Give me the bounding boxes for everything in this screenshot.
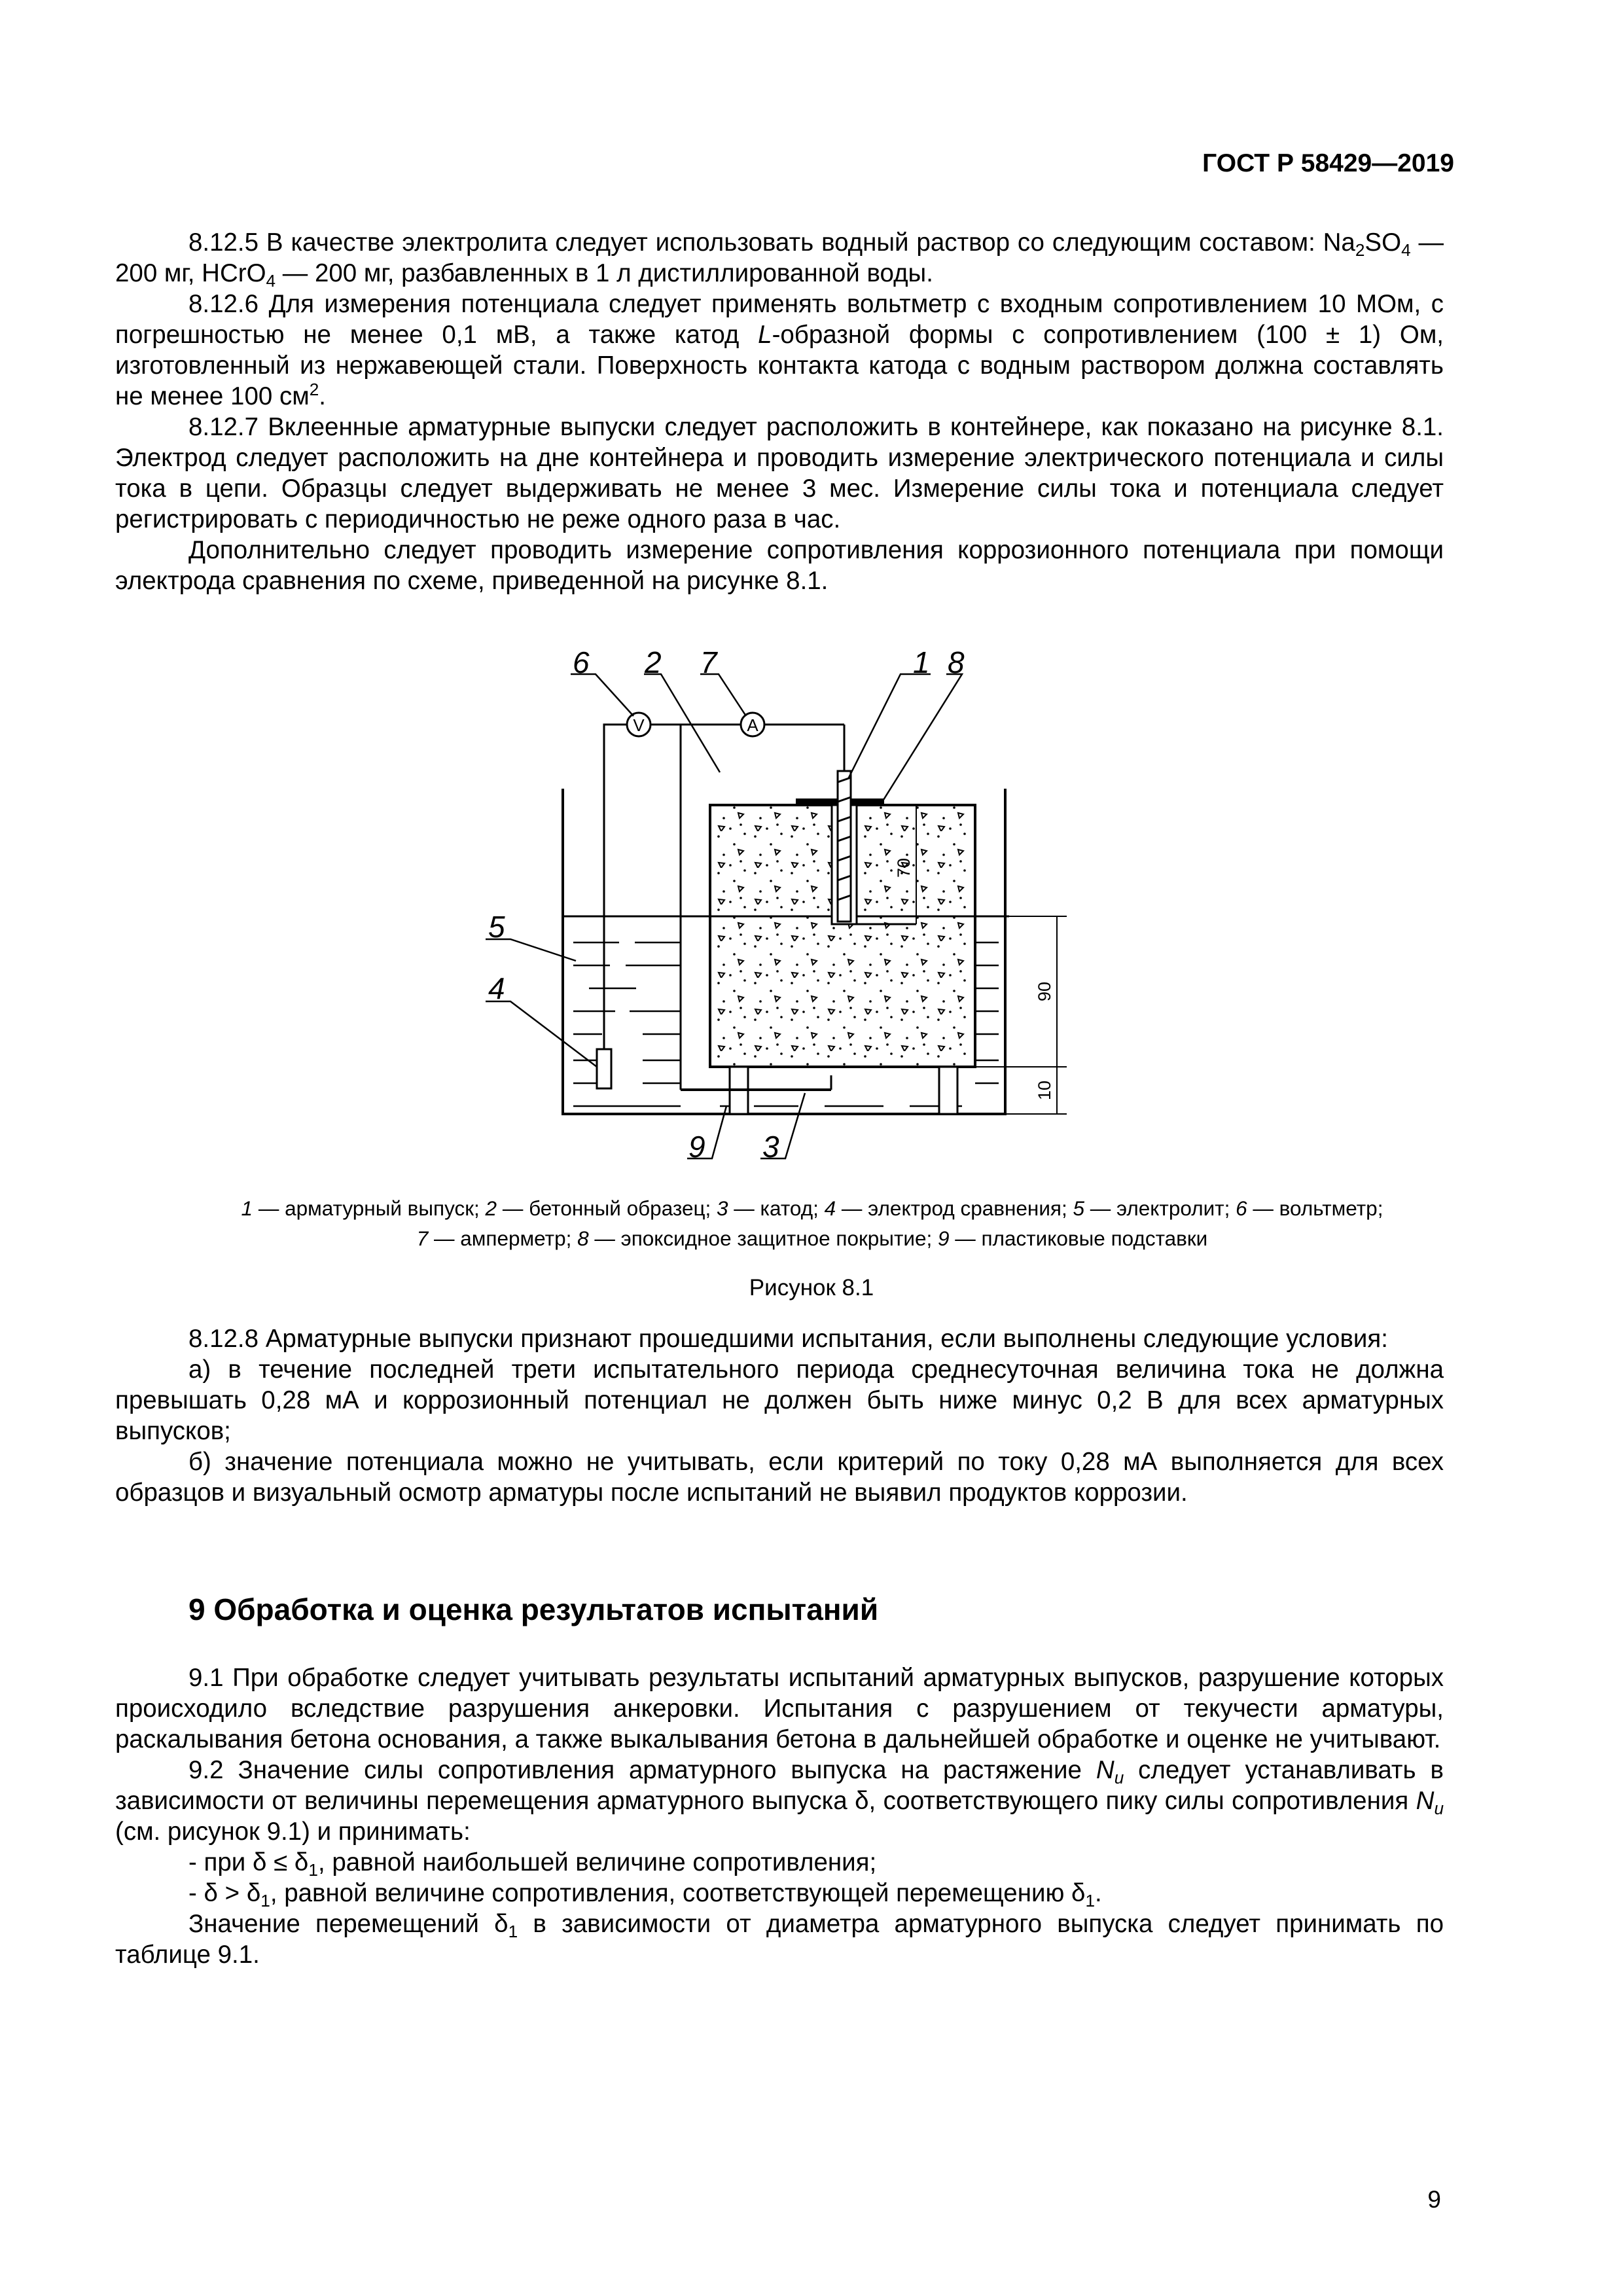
dim-10: 10 — [1035, 1080, 1054, 1101]
label-5: 5 — [488, 910, 505, 944]
text-block-top — [115, 227, 1444, 596]
label-3: 3 — [762, 1130, 779, 1164]
dim-70: 70 — [894, 857, 914, 878]
paragraph-additional: Дополнительно следует проводить измерение сопротивления коррозионного потенциала при помощи электрода сравнения по схеме, приведенной на рисунке 8.1. — [115, 536, 1444, 595]
bullet-1: - при $\delta \le \delta_1$, равной наибольшей величине сопротивления; — [188, 1848, 877, 1880]
paragraph-8-12-8: 8.12.8 Арматурные выпуски признают прошедшими испытания, если выполнены следующие условия: — [188, 1325, 1388, 1353]
paragraph-8-12-6: 8.12.6 Для измерения потенциала следует применять вольтметр с входным сопротивлением 10 МОм, с погрешностью не менее 0,1 мВ, а также катод L-образной формы с сопротивлением (100 ± 1) Ом, изготовленный из нержавеющей стали. Поверхность контакта катода с водным раствором должна составлять не менее 100 $см^2$. — [115, 290, 1444, 410]
text-block-middle — [115, 1323, 1444, 1508]
label-9: 9 — [688, 1130, 705, 1164]
label-4: 4 — [488, 971, 505, 1005]
figure-8-1-diagram — [458, 648, 1073, 1172]
ammeter-symbol: A — [747, 715, 758, 735]
paragraph-8-12-8-a: а) в течение последней трети испытательного периода среднесуточная величина тока не должна превышать 0,28 мА и коррозионный потенциал не должен быть ниже минус 0,2 В для всех арматурных выпусков; — [115, 1355, 1444, 1445]
paragraph-8-12-7: 8.12.7 Вклеенные арматурные выпуски следует расположить в контейнере, как показано на рисунке 8.1. Электрод следует расположить на дне контейнера и проводить измерение электрического потенциала и силы тока в цепи. Образцы следует выдерживать не менее 3 мес. Измерение силы тока и потенциала следует регистрировать с периодичностью не реже одного раза в час. — [115, 413, 1444, 533]
reference-electrode — [597, 1049, 611, 1088]
figure-legend-line-1: 1 — арматурный выпуск; 2 — бетонный образец; 3 — катод; 4 — электрод сравнения; 5 — электролит; 6 — вольтметр; — [241, 1196, 1383, 1220]
paragraph-9-2-table-ref: Значение перемещений $\delta_1$ в зависимости от диаметра арматурного выпуска следует принимать по таблице 9.1. — [115, 1910, 1444, 1969]
document-header: ГОСТ Р 58429—2019 — [1202, 149, 1454, 177]
dim-90: 90 — [1035, 981, 1054, 1002]
label-8: 8 — [948, 648, 965, 679]
label-7: 7 — [700, 648, 717, 679]
paragraph-8-12-8-b: б) значение потенциала можно не учитывать, если критерий по току 0,28 мА выполняется для всех образцов и визуальный осмотр арматуры после испытаний не выявил продуктов коррозии. — [115, 1448, 1444, 1507]
paragraph-8-12-5: 8.12.5 В качестве электролита следует использовать водный раствор со следующим составом: $Na_2SO_4$ — 200 мг, HCrO$_4$ — 200 мг, разбавленных в 1 л дистиллированной воды. — [115, 228, 1444, 291]
figure-title: Рисунок 8.1 — [749, 1275, 874, 1300]
voltmeter-symbol: V — [633, 715, 645, 735]
paragraph-9-1: 9.1 При обработке следует учитывать результаты испытаний арматурных выпусков, разрушение которых происходило вследствие разрушения анкеровки. Испытания с разрушением от текучести арматуры, раскалывания бетона основания, а также выкалывания бетона в дальнейшей обработке и оценке не учитывают. — [115, 1664, 1444, 1753]
paragraph-9-2: 9.2 Значение силы сопротивления арматурного выпуска на растяжение $N_u$ следует устанавливать в зависимости от величины перемещения арматурного выпуска δ, соответствующего пику силы сопротивления $N_u$ (см. рисунок 9.1) и принимать: — [115, 1756, 1444, 1846]
section-9-heading: 9 Обработка и оценка результатов испытаний — [188, 1592, 879, 1626]
label-1: 1 — [913, 648, 930, 679]
page-number: 9 — [1427, 2186, 1441, 2213]
plastic-support-right — [939, 1067, 957, 1114]
label-6: 6 — [573, 648, 590, 679]
label-2: 2 — [645, 648, 662, 679]
bullet-2: - $\delta > \delta_1$, равной величине сопротивления, соответствующей перемещению $\delta_1$. — [188, 1879, 1102, 1910]
text-block-bottom — [115, 1662, 1444, 1970]
figure-legend-line-2: 7 — амперметр; 8 — эпоксидное защитное покрытие; 9 — пластиковые подставки — [416, 1227, 1208, 1250]
